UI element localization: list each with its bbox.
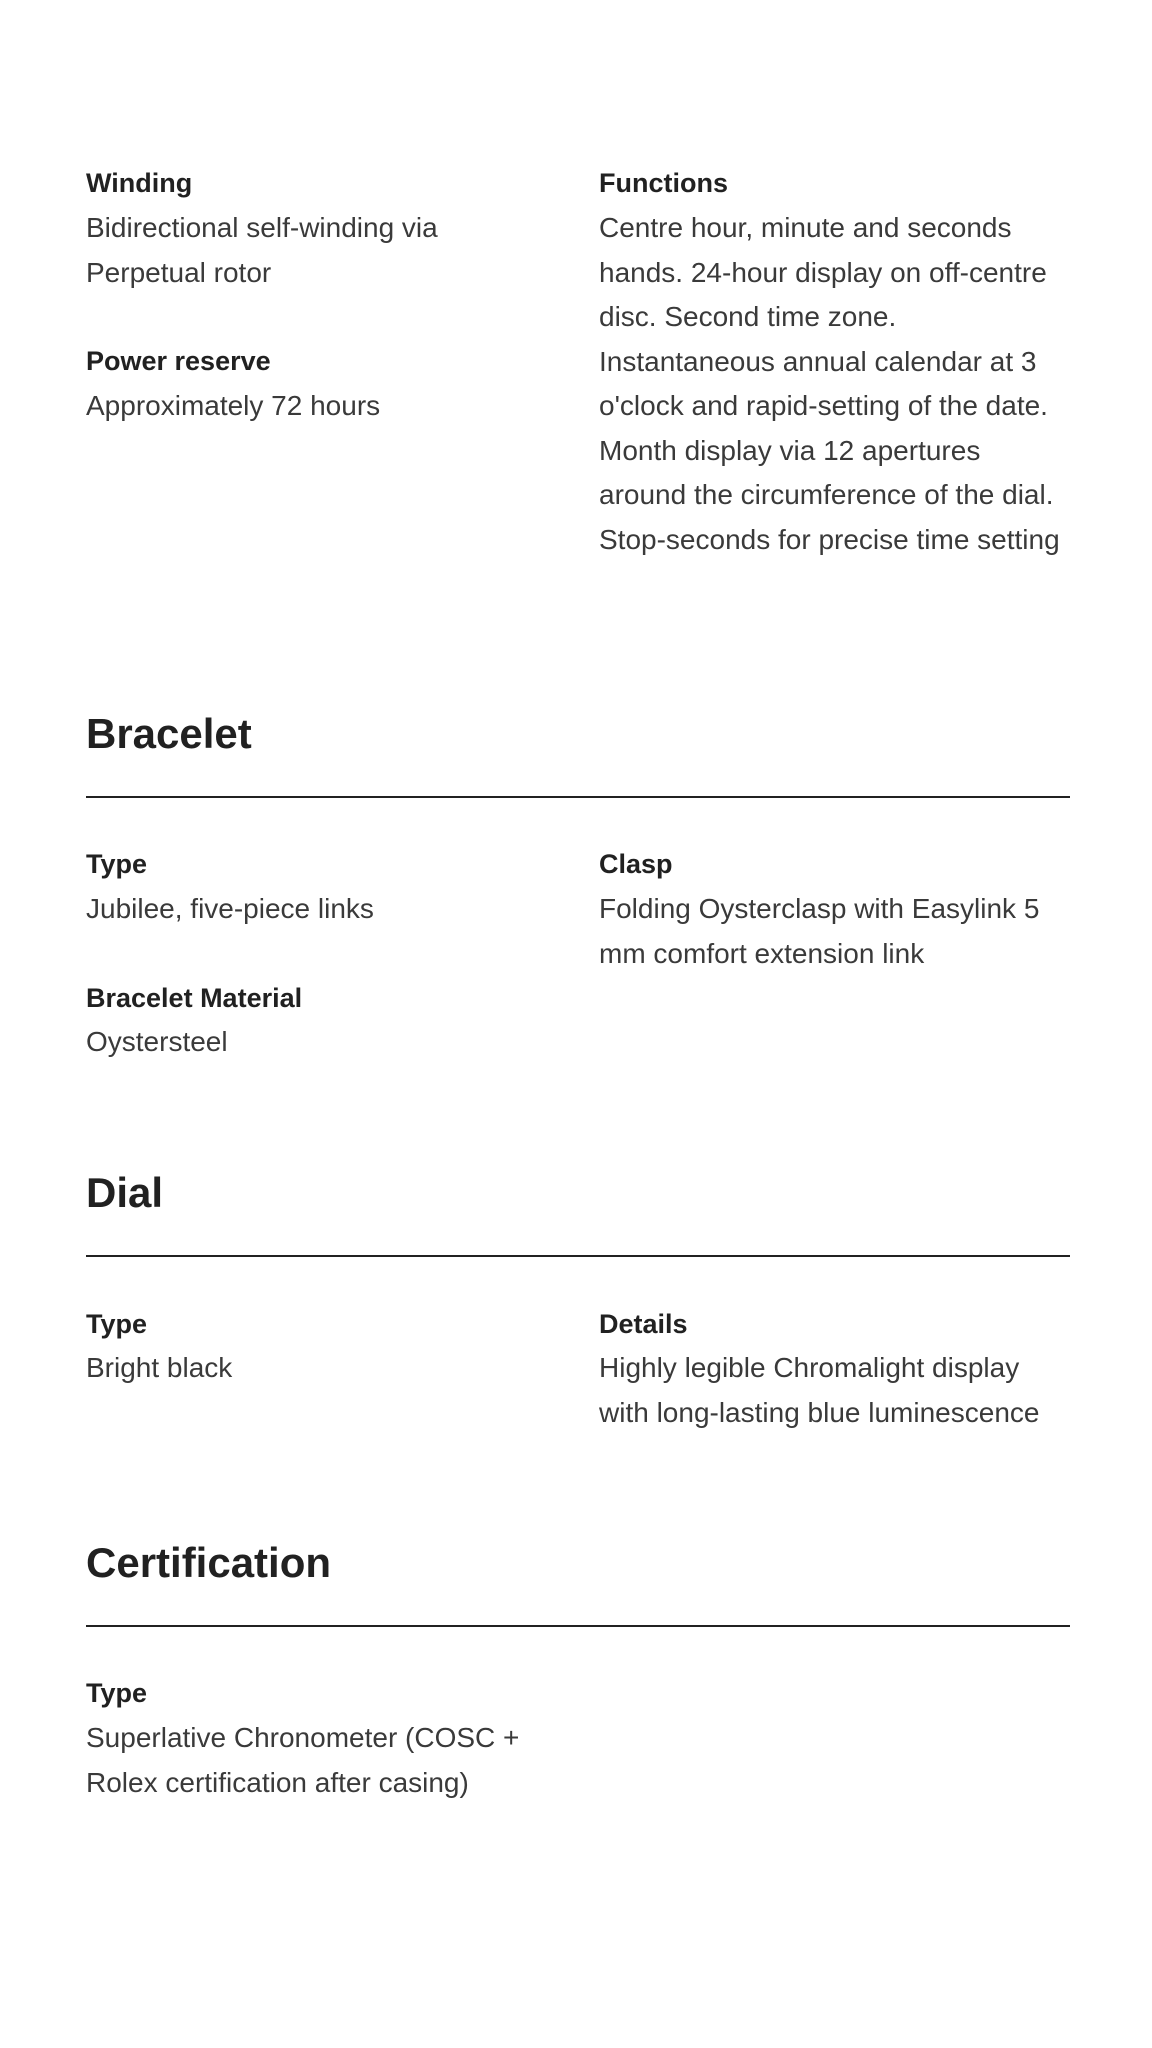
spec-value: Approximately 72 hours <box>86 390 381 421</box>
section-title-certification: Certification <box>86 1539 332 1586</box>
spec-label: Type <box>86 1678 148 1708</box>
spec-value: Highly legible Chromalight display with long-lasting blue luminescence <box>599 1352 1040 1428</box>
spec-value: Bidirectional self-winding via Perpetual rotor <box>86 212 438 288</box>
spec-label: Clasp <box>599 849 673 879</box>
section-divider <box>86 1625 1070 1627</box>
spec-value: Superlative Chronometer (COSC + Rolex certification after casing) <box>86 1722 520 1798</box>
spec-value: Folding Oysterclasp with Easylink 5 mm comfort extension link <box>599 893 1040 969</box>
spec-label: Winding <box>86 168 193 198</box>
spec-value: Oystersteel <box>86 1026 228 1057</box>
section-divider <box>86 796 1070 798</box>
spec-label: Functions <box>599 168 728 198</box>
spec-label: Type <box>86 1309 148 1339</box>
spec-value: Jubilee, five-piece links <box>86 893 374 924</box>
section-title-bracelet: Bracelet <box>86 710 252 757</box>
spec-value: Bright black <box>86 1352 233 1383</box>
section-divider <box>86 1255 1070 1257</box>
spec-value: Centre hour, minute and seconds hands. 24-hour display on off-centre disc. Second time zone. Instantaneous annual calendar at 3 o'clock and rapid-setting of the date. Month display via 12 apertures around the circumference of the dial. Stop-seconds for precise time setting <box>599 212 1060 555</box>
spec-label: Details <box>599 1309 688 1339</box>
spec-label: Type <box>86 849 148 879</box>
section-title-dial: Dial <box>86 1169 164 1216</box>
spec-label: Bracelet Material <box>86 983 303 1013</box>
spec-label: Power reserve <box>86 346 271 376</box>
